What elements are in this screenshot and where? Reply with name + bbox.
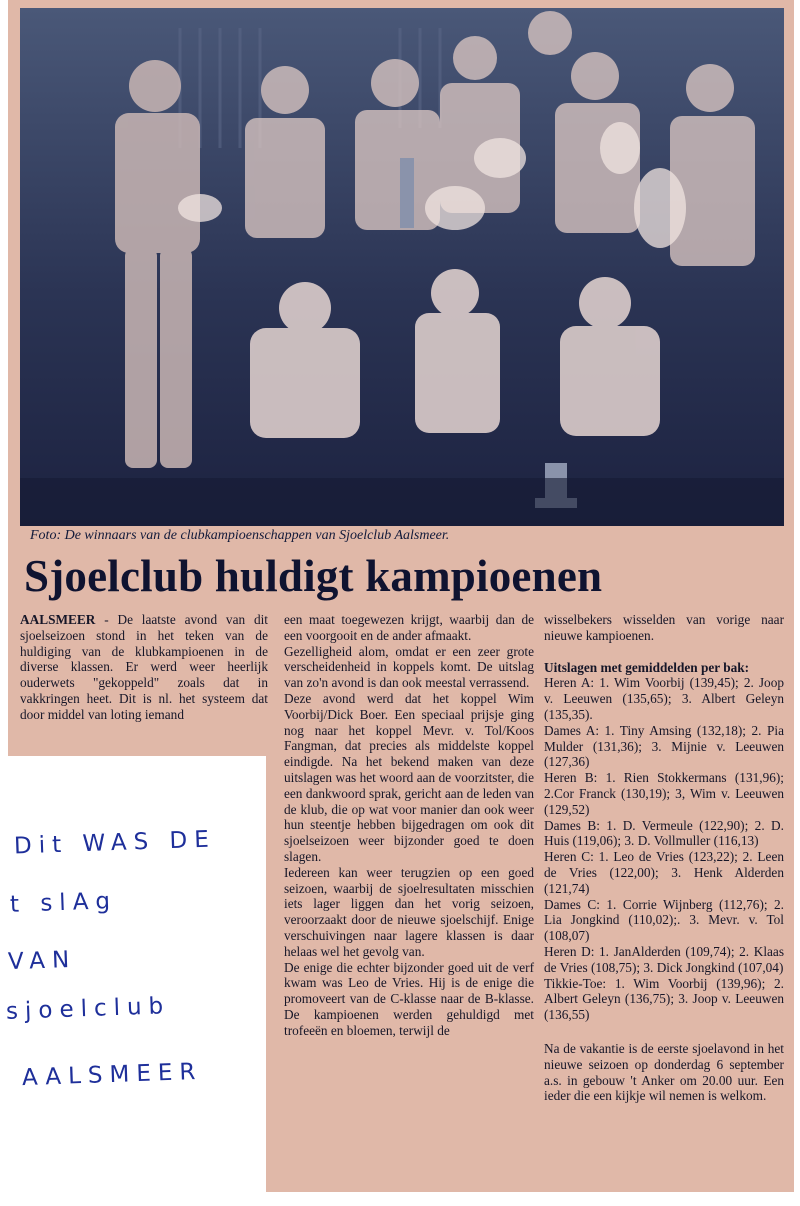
column-1-text: - De laatste avond van dit sjoelseizoen stond in het teken van de huldiging van de klubkampioenen in de diverse klassen. Er werd weer heerlijk ouderwets "gekoppeld" zoals dat in vakkringen heet. Dit is nl. het systeem dat door middel van loting iemand bbox=[20, 612, 268, 722]
paragraph: een maat toegewezen krijgt, waarbij dan de een voorgooit en de ander afmaakt. bbox=[284, 612, 534, 643]
group-photo-image bbox=[20, 8, 784, 526]
result-entry: Tikkie-Toe: 1. Wim Voorbij (139,96); 2. Albert Geleyn (136,75); 3. Joop v. Leeuwen (136,55) bbox=[544, 975, 784, 1023]
results-title: Uitslagen met gemiddelden per bak: bbox=[544, 659, 750, 675]
group-photo bbox=[20, 8, 784, 526]
handwritten-line: AALSMEER bbox=[21, 1058, 203, 1092]
handwritten-note bbox=[0, 800, 262, 1100]
result-entry: Dames A: 1. Tiny Amsing (132,18); 2. Pia Mulder (131,36); 3. Mijnie v. Leeuwen (127,36) bbox=[544, 722, 784, 770]
photo-caption: Foto: De winnaars van de clubkampioenschappen van Sjoelclub Aalsmeer. bbox=[30, 528, 450, 543]
handwritten-line: Dit WAS DE bbox=[13, 826, 217, 860]
headline: Sjoelclub huldigt kampioenen bbox=[24, 551, 603, 601]
paragraph: De enige die echter bijzonder goed uit de verf kwam was Leo de Vries. Hij is de enige die promoveert van de C-klasse naar de B-klasse. De kampioenen werden gehuldigd met trofeeën en bloemen, terwijl de bbox=[284, 959, 534, 1038]
closing-paragraph: Na de vakantie is de eerste sjoelavond in het nieuwe seizoen op donderdag 6 september a.s. in gebouw 't Anker om 20.00 uur. Een ieder die een kijkje wil nemen is welkom. bbox=[544, 1040, 784, 1104]
handwritten-line: sjoelclub bbox=[5, 993, 171, 1025]
paragraph: wisselbekers wisselden van vorige naar nieuwe kampioenen. bbox=[544, 612, 784, 643]
dateline: AALSMEER bbox=[20, 612, 96, 627]
paragraph: Gezelligheid alom, omdat er een zeer grote verscheidenheid in koppels komt. De uitslag van zo'n avond is dan ook meestal verrassend. bbox=[284, 643, 534, 691]
handwritten-line: VAN bbox=[7, 946, 77, 976]
result-entry: Heren D: 1. JanAlderden (109,74); 2. Klaas de Vries (108,75); 3. Dick Jongkind (107,04) bbox=[544, 943, 784, 975]
article-column-2 bbox=[284, 612, 534, 1039]
article-column-1 bbox=[20, 612, 268, 723]
result-entry: Dames C: 1. Corrie Wijnberg (112,76); 2. Lia Jongkind (110,02);. 3. Mevr. v. Tol (108,07) bbox=[544, 896, 784, 944]
handwritten-line: t slAg bbox=[9, 888, 118, 918]
result-entry: Heren B: 1. Rien Stokkermans (131,96); 2.Cor Franck (130,19); 3, Wim v. Leeuwen (129,52) bbox=[544, 770, 784, 817]
paragraph: Iedereen kan weer terugzien op een goed seizoen, waarbij de sjoelresultaten misschien iets lager liggen dan het vorig seizoen, veroorzaakt door de nieuwe sjoelschijf. Enige verschuivingen naar lagere klassen is daar helaas wel het gevolg van. bbox=[284, 864, 534, 959]
paragraph: Deze avond werd dat het koppel Wim Voorbij/Dick Boer. Een speciaal prijsje ging nog naar het koppel Mevr. v. Tol/Koos Fangman, dat precies als middelste koppel eindigde. Na het bekend maken van deze uitslagen was het woord aan de voorzitster, die een dankwoord sprak, gericht aan de leden van de klub, die op wat voor manier dan ook weer hun steentje hebben bijgedragen om ook dit sjoelseizoen weer bijzonder goed te doen slagen. bbox=[284, 690, 534, 864]
result-entry: Heren C: 1. Leo de Vries (123,22); 2. Leen de Vries (122,00); 3. Henk Alderden (121,74) bbox=[544, 849, 784, 896]
result-entry: Heren A: 1. Wim Voorbij (139,45); 2. Joop v. Leeuwen (135,65); 3. Albert Geleyn (135,35). bbox=[544, 675, 784, 722]
result-entry: Dames B: 1. D. Vermeule (122,90); 2. D. Huis (119,06); 3. D. Vollmuller (116,13) bbox=[544, 817, 784, 849]
article-column-3 bbox=[544, 612, 784, 1104]
